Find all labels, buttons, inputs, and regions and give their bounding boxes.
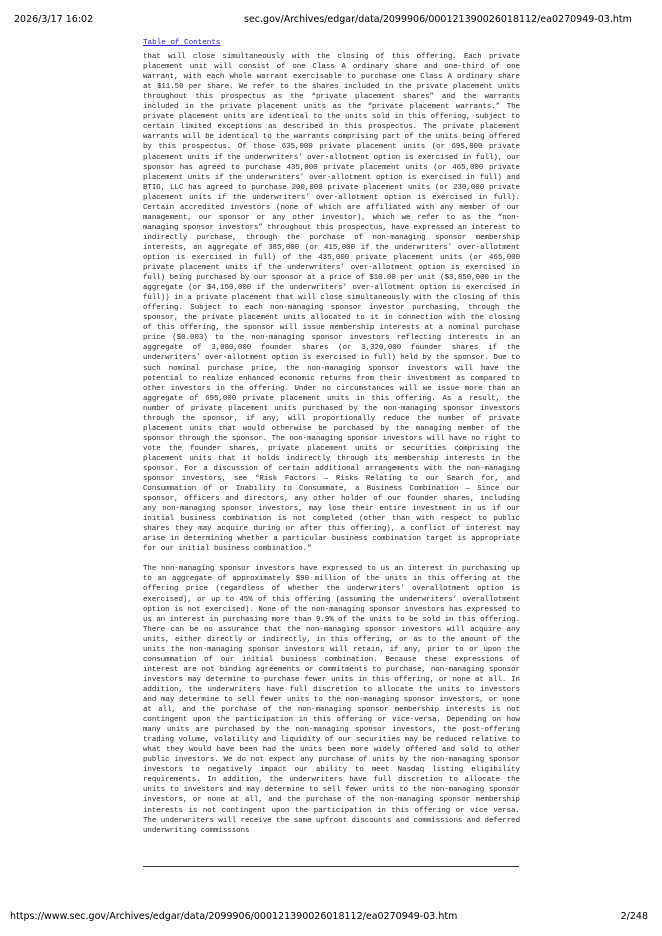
print-page-title: sec.gov/Archives/edgar/data/2099906/000121390026018112/ea0270949-03.htm (244, 14, 632, 25)
paragraph-non-managing-investors: The non-managing sponsor investors have expressed to us an interest in purchasing up to an aggregate of approximately $90 million of the units in this offering at the offering price (regardless of whether the underwriters’ overallotment option is exercised), or up to 45% of this offering (assuming the underwriters’ overallotment option is not exercised). None of the non-managing sponsor investors has expressed to us an interest in purchasing more than 9.9% of the units to be sold in this offering. There can be no assurance that the non-managing sponsor investors will acquire any units, either directly or indirectly, in this offering, or as to the amount of the units the non-managing sponsor investors will retain, if any, prior to or upon the consummation of our initial business combination. Because these expressions of interest are not binding agreements or commitments to purchase, non-managing sponsor investors may determine to purchase fewer units in this offering, or none at all. In addition, the underwriters have full discretion to allocate the units to investors and may determine to sell fewer units to the non-managing sponsor investors, or none at all, and the purchase of the non-managing sponsor membership interests is not contingent upon the participation in this offering or vice-versa. Depending on how many units are purchased by the non-managing sponsor investors, the post-offering trading volume, volatility and liquidity of our securities may be reduced relative to what they would have been had the units been more widely offered and sold to other public investors. We do not expect any purchase of units by the non-managing sponsor investors to negatively impact our ability to meet Nasdaq listing eligibility requirements. In addition, the underwriters have full discretion to allocate the units to investors and may determine to sell fewer units to the non-managing sponsor investors, or none at all, and the purchase of the non-managing sponsor membership interests is not contingent upon the participation in this offering or vice versa. The underwriters will receive the same upfront discounts and commissions and deferred underwriting commissions (143, 565, 520, 835)
document-body (143, 38, 520, 836)
print-timestamp: 2026/3/17 16:02 (14, 14, 94, 25)
table-of-contents-link[interactable]: Table of Contents (143, 39, 221, 47)
page-divider (143, 866, 519, 867)
print-url: https://www.sec.gov/Archives/edgar/data/2099906/000121390026018112/ea0270949-03.htm (10, 911, 458, 922)
print-page-count: 2/248 (620, 911, 648, 922)
paragraph-private-placement: that will close simultaneously with the closing of this offering. Each private placement unit will consist of one Class A ordinary share and one-third of one warrant, with each whole warrant exercisable to purchase one Class A ordinary share at $11.50 per share. We refer to the shares included in the private placement units throughout this prospectus as the “private placement shares” and the warrants included in the private placement units as the “private placement warrants.” The private placement units are identical to the units sold in this offering, subject to certain limited exceptions as described in this prospectus. The private placement warrants will be identical to the warrants comprising part of the units being offered by this prospectus. Of those 635,000 private placement units (or 695,000 private placement units if the underwriters’ over-allotment option is exercised in full), our sponsor has agreed to purchase 435,000 private placement units (or 465,000 private placement units if the underwriters’ over-allotment option is exercised in full) and BTIG, LLC has agreed to purchase 200,000 private placement units (or 230,000 private placement units if the underwriters’ over-allotment option is exercised in full). Certain accredited investors (none of which are affiliated with any member of our management, our sponsor or any other investor), which we refer to as the “non-managing sponsor investors” throughout this prospectus, have expressed an interest to indirectly purchase, through the purchase of non-managing sponsor membership interests, an aggregate of 385,000 (or 415,000 if the underwriters’ over-allotment option is exercised in full) of the 435,000 private placement units (or 465,000 private placement units if the underwriters’ over-allotment option is exercised in full) being purchased by our sponsor at a price of $10.00 per unit ($3,850,000 in the aggregate (or $4,150,000 if the underwriters’ over-allotment option is exercised in full)) in a private placement that will close simultaneously with the closing of this offering. Subject to each non-managing sponsor investor purchasing, through the sponsor, the private placement units allocated to it in connection with the closing of this offering, the sponsor will issue membership interests at a nominal purchase price ($0.003) to the non-managing sponsor investors reflecting interests in an aggregate of 3,080,000 founder shares (or 3,320,000 founder shares if the underwriters’ over-allotment option is exercised in full) held by the sponsor. Due to such nominal purchase price, the non-managing sponsor investors will have the potential to realize enhanced economic returns from their investment as compared to other investors in the offering. Under no circumstances will we issue more than an aggregate of 695,000 private placement units in this offering. As a result, the number of private placement units purchased by the non-managing sponsor investors through the sponsor, if any, will proportionally reduce the number of private placement units that would otherwise be purchased by the managing member of the sponsor through the sponsor. The non-managing sponsor investors will have no right to vote the founder shares, private placement units or securities comprising the placement units that it holds indirectly through its membership interests in the sponsor. For a discussion of certain additional arrangements with the non-managing sponsor investors, see “Risk Factors — Risks Relating to our Search for, and Consummation of or Inability to Consummate, a Business Combination — Since our sponsor, officers and directors, any other holder of our founder shares, including any non-managing sponsor investors, may lose their entire investment in us if our initial business combination is not completed (other than with respect to public shares they may acquire during or after this offering), a conflict of interest may arise in determining whether a particular business combination target is appropriate for our initial business combination.” (143, 53, 520, 554)
